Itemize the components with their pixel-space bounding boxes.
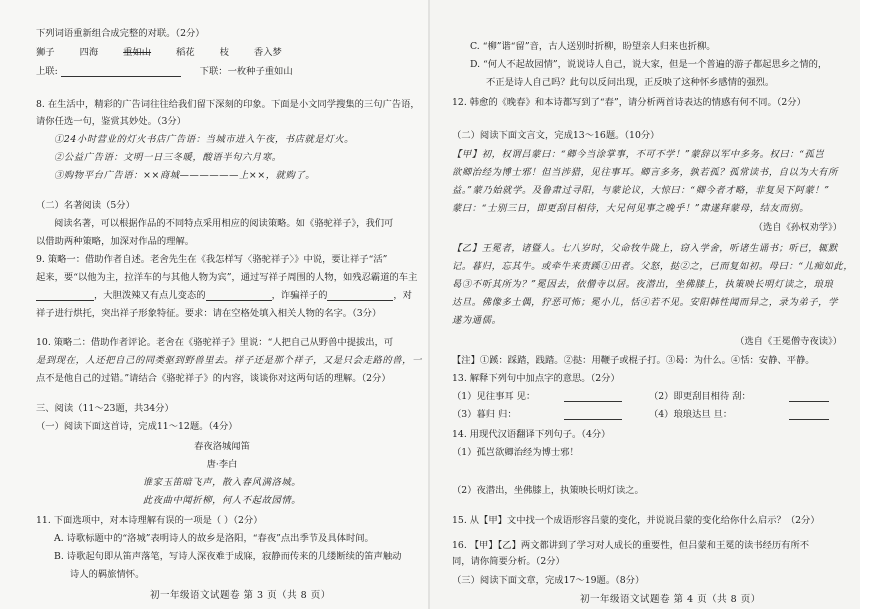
q15: 15. 从【甲】文中找一个成语形容吕蒙的变化，并说说吕蒙的变化给你什么启示？（2分） <box>452 515 820 526</box>
jia-text: 【甲】初，权谓吕蒙曰：“卿今当涂掌事，不可不学！”蒙辞以军中多务。权曰：“孤岂 <box>452 149 825 160</box>
jia-source: （选自《孙权劝学》） <box>753 222 842 233</box>
q9-blank-3[interactable] <box>327 291 393 301</box>
annotation-note: 【注】①蹊：踩踏，践踏。②挞：用鞭子或棍子打。③曷：为什么。④恬：安静、平静。 <box>452 355 815 366</box>
yi-text: 【乙】王冕者，诸暨人。七八岁时，父命牧牛陇上，窃入学舍，听诸生诵书；听已，辄默 <box>452 243 838 254</box>
page-footer: 初一年级语文试题卷 第 4 页（共 8 页） <box>580 594 761 605</box>
q11-option-d: 不正是诗人自己吗？此句以反问出现，正反映了这种怀乡感情的强烈。 <box>486 77 775 88</box>
yi-text: 记。暮归，忘其牛。或牵牛来责蹊①田者。父怒，挞②之，已而复如初。母曰：“儿痴如此， <box>452 261 854 272</box>
q7-couplet <box>36 66 408 77</box>
q8-ad-3: ③购物平台广告语：××商城——————上××，就购了。 <box>54 170 316 181</box>
q14-item: （1）孤岂欲卿治经为博士邪！ <box>452 447 579 458</box>
section-3-title: 三、阅读（11～23题，共34分） <box>36 403 174 414</box>
q9-line: 起来，要“以他为主，拉洋车的与其他人物为宾”，通过写祥子周围的人物，如残忍霸道的车主 <box>36 272 418 283</box>
section-2-text: 以借助两种策略，加深对作品的理解。 <box>36 236 195 247</box>
q7-word: 枝 <box>219 47 229 58</box>
q7-down-label: 下联：一枚种子重如山 <box>199 66 293 77</box>
q7-word: 香入梦 <box>253 47 282 58</box>
yi-text: 达旦。佛像多土偶，狞恶可怖；冕小儿，恬④若不见。安阳韩性闻而异之，录为弟子，学 <box>452 297 838 308</box>
q7-word-struck: 重如山 <box>123 47 152 58</box>
page-footer: 初一年级语文试题卷 第 3 页（共 8 页） <box>150 590 331 601</box>
q9-line: 祥子进行烘托，突出祥子形象特征。要求：请在空格处填入相关人物的名字。（3分） <box>36 308 382 319</box>
q11-stem: 11. 下面选项中，对本诗理解有误的一项是（ ）（2分） <box>36 515 263 526</box>
q12: 12. 韩愈的《晚春》和本诗都写到了“春”，请分析两首诗表达的情感有何不同。（2分） <box>452 97 806 108</box>
q11-option-d: D. “何人不起故园情”，说说诗人自己，说大家，但是一个普遍的游子都起思乡之情的， <box>470 59 828 70</box>
q7-up-label: 上联: <box>36 66 58 77</box>
poem-line: 谁家玉笛暗飞声，散入春风满洛城。 <box>142 477 302 488</box>
section-3-title: （三）阅读下面文章，完成17～19题。（8分） <box>452 575 645 586</box>
poem-title: 春夜洛城闻笛 <box>194 441 250 452</box>
jia-text: 蒙曰：“士别三日，即更刮目相待，大兄何见事之晚乎！”肃遂拜蒙母，结友而别。 <box>452 203 810 214</box>
section-2-title: （二）阅读下面文言文，完成13～16题。（10分） <box>452 130 660 141</box>
q7-intro: 下列词语重新组合成完整的对联。（2分） <box>36 28 205 39</box>
yi-text: 遂为通儒。 <box>452 315 502 326</box>
poem-line: 此夜曲中闻折柳，何人不起故园情。 <box>142 495 302 506</box>
q14-stem: 14. 用现代汉语翻译下列句子。（4分） <box>452 429 611 440</box>
q11-option-b: B. 诗歌起句即从笛声落笔，写诗人深夜难于成寐，寂静而传来的几缕断续的笛声触动 <box>54 551 402 562</box>
q11-option-b: 诗人的羁旅情怀。 <box>70 569 145 580</box>
q9-blank-1[interactable] <box>36 291 94 301</box>
q7-word: 四海 <box>79 47 99 58</box>
q13-blank-3[interactable] <box>564 410 622 420</box>
q11-option-c: C. “柳”谐“留”音，古人送别时折柳，盼望亲人归来也折柳。 <box>470 41 716 52</box>
jia-text: 益。”蒙乃始就学。及鲁肃过寻阳，与蒙论议，大惊曰：“卿今者才略，非复吴下阿蒙！” <box>452 185 830 196</box>
q7-word: 狮子 <box>36 47 55 58</box>
q13-blank-4[interactable] <box>789 410 829 420</box>
q9-line: 9. 策略一：借助作者自述。老舍先生在《我怎样写〈骆驼祥子〉》中说，要让祥子“活” <box>36 254 388 265</box>
q10-line: 10. 策略二：借助作者评论。老舍在《骆驼祥子》里说：“人把自己从野兽中提拔出，可 <box>36 337 394 348</box>
q9-blanks-line: ，大胆泼辣又有点儿变态的 ，诈骗祥子的 ，对 <box>36 290 408 301</box>
page-4 <box>430 0 860 609</box>
q13-row: （3）暮归 归： （4）琅琅达旦 旦： <box>452 409 842 420</box>
q10-line: 点不是他自己的过错。”请结合《骆驼祥子》的内容，谈谈你对这两句话的理解。（2分） <box>36 373 391 384</box>
section-2-text: 阅读名著，可以根据作品的不同特点采用相应的阅读策略。如《骆驼祥子》，我们可 <box>54 218 394 229</box>
q8-line: 请你任选一句，鉴赏其妙处。（3分） <box>36 116 187 127</box>
q13-blank-2[interactable] <box>789 392 829 402</box>
poem-author: 唐·李白 <box>206 459 238 470</box>
yi-text: 曷③不听其所为？”冕因去，依僧寺以居。夜潜出，坐佛膝上，执策映长明灯读之，琅琅 <box>452 279 834 290</box>
q8-ad-2: ②公益广告语：文明一日三冬暖，酸语半句六月寒。 <box>54 152 282 163</box>
q13-stem: 13. 解释下列句中加点字的意思。（2分） <box>452 373 620 384</box>
q9-blank-2[interactable] <box>206 291 272 301</box>
q16-line: 同，请你简要分析。（2分） <box>452 556 565 567</box>
section-3-subtitle: （一）阅读下面这首诗，完成11～12题。（4分） <box>36 421 238 432</box>
q10-quote: 是到现在，人还把自己的同类驱到野兽里去。祥子还是那个祥子，又是只会走路的兽，一 <box>36 355 422 366</box>
yi-source: （选自《王冕僧寺夜读》） <box>735 336 842 347</box>
q13-blank-1[interactable] <box>564 392 622 402</box>
q16-line: 16. 【甲】【乙】两文都讲到了学习对人成长的重要性，但吕蒙和王冕的读书经历有所不 <box>452 540 810 551</box>
jia-text: 欲卿治经为博士邪！但当涉猎，见往事耳。卿言多务，孰若孤？孤常读书，自以为大有所 <box>452 167 838 178</box>
q7-up-answer-blank[interactable] <box>61 67 181 77</box>
q7-word-list <box>36 47 408 58</box>
q7-word: 稻花 <box>176 47 195 58</box>
q8-ad-1: ①24小时营业的灯火书店广告语：当城市进入午夜，书店就是灯火。 <box>54 134 355 145</box>
page-3 <box>0 0 430 609</box>
q11-option-a: A. 诗歌标题中的“洛城”表明诗人的故乡是洛阳，“春夜”点出季节及具体时间。 <box>54 533 374 544</box>
q13-row: （1）见往事耳 见： （2）即更刮目相待 刮： <box>452 391 842 402</box>
q8-line: 8. 在生活中，精彩的广告词往往给我们留下深刻的印象。下面是小文同学搜集的三句广告语， <box>36 99 420 110</box>
q14-item: （2）夜潜出，坐佛膝上，执策映长明灯读之。 <box>452 485 644 496</box>
section-2-title: （二）名著阅读（5分） <box>36 200 135 211</box>
